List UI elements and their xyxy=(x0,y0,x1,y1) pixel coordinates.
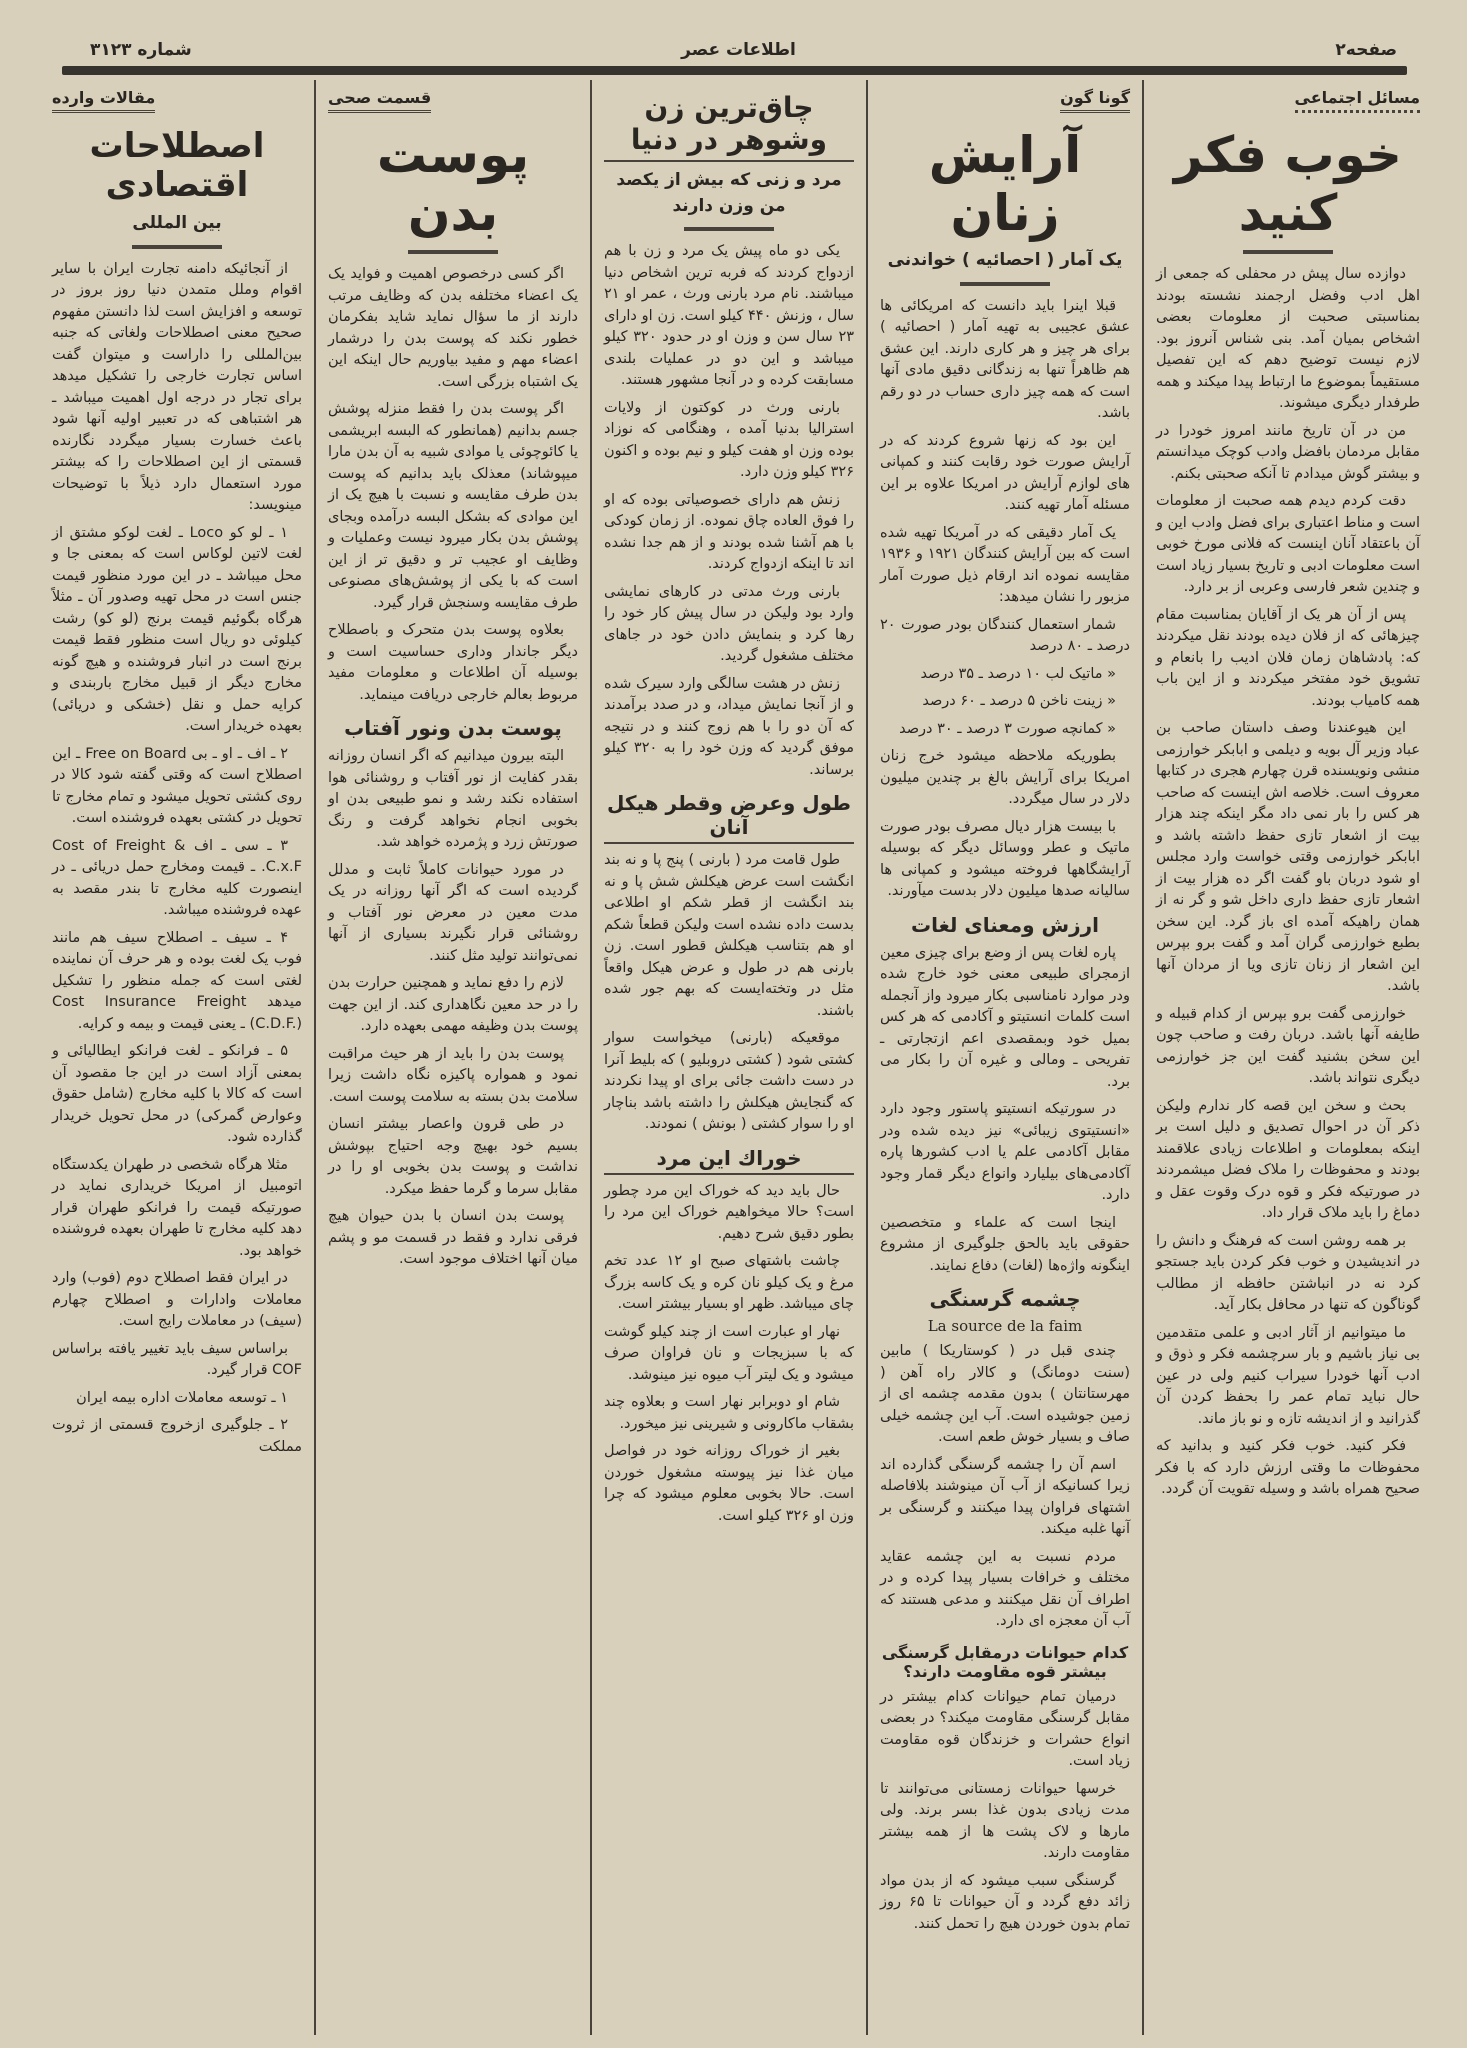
paragraph: لازم را دفع نماید و همچنین حرارت بدن را در حد معین نگاهداری کند. از این جهت پوست بدن وظیفه مهمی بعهده دارد. xyxy=(328,975,578,1034)
columns xyxy=(40,80,1432,2035)
issue-number: شماره ۳۱۲۳ xyxy=(90,40,192,60)
section-label: مسائل اجتماعی xyxy=(1295,88,1420,113)
paragraph: از آنجائیکه دامنه تجارت ایران با سایر اقوام وملل متمدن دنیا روز بروز در توسعه و افزایش است لذا دانستن مفهوم صحیح معنی اصطلاحات ولغاتی که جنبه بین‌المللی را داراست و میتوان گفت اساس تجارت خارجی را تشکیل میدهد برای تجار در درجه اول اهمیت میباشد ـ هر اشتباهی که در تعبیر اولیه آنها شود باعث خسارت بسیار میگردد نگارنده قسمتی از این اصطلاحات را که بیشتر مورد استعمال دارد ذیلاً با توضیحات مینویسد: xyxy=(52,260,302,514)
article-body xyxy=(880,1341,1130,1633)
paragraph: بطوریکه ملاحظه میشود خرج زنان امریکا برای آرایش بالغ بر چندین میلیون دلار در سال میگردد. xyxy=(880,748,1130,807)
paragraph: در مورد حیوانات کاملاً ثابت و مدلل گردیده است که اگر آنها روزانه در یک مدت معین در معرض نور آفتاب و روشنائی قرار نگیرند بسیاری از آنها نمی‌توانند تولید مثل کنند. xyxy=(328,861,578,964)
article-body xyxy=(328,264,578,706)
paragraph: بعلاوه پوست بدن متحرک و باصطلاح دیگر جاندار وداری حساسیت است و بوسیله آن اطلاعات و معلومات مفید مربوط بعالم خارجی دریافت مینماید. xyxy=(328,622,578,703)
paragraph: این هیوعندنا وصف داستان صاحب بن عباد وزیر آل بویه و دیلمی و ابابکر خوارزمی منشی ونویسنده قرن چهارم هجری در کتابها معروف است. خلاصه اش اینست که صاحب هر کس را بار نمی داد مگر اینکه چند هزار بیت از اشعار تازی حفظ داشته باشد و ابابکر خوارزمی وقتی خواست وارد مجلس او شود دربان باو گفت اگر ده هزار بیت از اشعار تازی حفظ داری داخل شو و گر نه از همان راهیکه آمده ای باز گرد. این سخن بطبع خوارزمی گران آمد و گفت برو بپرس این اشعار از زنان تازی ویا از مردان آنها باشد. xyxy=(1156,720,1420,994)
headline: چاق‌ترین زن وشوهر در دنیا xyxy=(604,92,854,162)
section-label: قسمت صحی xyxy=(328,88,431,113)
article-body xyxy=(880,1687,1130,1936)
article-body xyxy=(604,1181,854,1528)
paragraph: خوارزمی گفت برو بپرس از کدام قبیله و طایفه آنها باشد. دربان رفت و صاحب چون این سخن بشنید گفت این جز خوارزمی دیگری نتواند باشد. xyxy=(1156,1005,1420,1086)
divider xyxy=(408,250,498,254)
paragraph: ۲ ـ جلوگیری ازخروج قسمتی از ثروت مملکت xyxy=(52,1417,302,1455)
masthead-rule xyxy=(62,66,1407,75)
article-body xyxy=(604,850,854,1136)
paragraph: ۲ ـ اف ـ او ـ بی Free on Board ـ این اصطلاح است که وقتی گفته شود کالا در روی کشتی تحویل میشود و تمام مخارج تا تحویل در کشتی بعهده فروشنده است. xyxy=(52,745,302,827)
paragraph: یکی دو ماه پیش یک مرد و زن با هم ازدواج کردند که فربه ترین اشخاص دنیا میباشند. نام مرد بارنی ورث ، عمر او ۲۱ سال ، وزنش ۴۴۰ کیلو است. زن او دارای ۲۳ سال سن و وزن او در حدود ۳۲۰ کیلو میباشد و این دو در عملیات بلندی مسابقت کرده و در آنجا مشهور هستند. xyxy=(604,243,855,389)
article-body xyxy=(604,241,854,781)
subheading: ارزش ومعنای لغات xyxy=(911,912,1099,937)
paragraph: چاشت باشتهای صبح او ۱۲ عدد تخم مرغ و یک کیلو نان کره و یک کاسه بزرگ چای میباشد. ظهر او بسیار بیشتر است. xyxy=(604,1253,854,1313)
paragraph: بارنی ورث مدتی در کارهای نمایشی وارد بود ولیکن در سال پیش کار خود را رها کرد و بنمایش دادن خود در جاهای مختلف مشغول گردید. xyxy=(604,583,854,665)
article-body xyxy=(52,259,302,1459)
paragraph: اگر پوست بدن را فقط منزله پوشش جسم بدانیم (همانطور که البسه ابریشمی یا کائوچوئی یا موادی شبیه به آن بدن مارا میپوشاند) معذلک باید بدانیم که پوست بدن طرف مقایسه و نسبت با هیچ یک از این موادی که بشکل البسه درآمده وبجای پوشش بدن بکار میرود نیست وعملیات و وظایف او عجیب تر و دقیق تر از این است که با یکی از پوشش‌های مصنوعی طرف مقایسه وسنجش قرار گیرد. xyxy=(328,401,578,611)
paragraph: در سورتیکه انستیتو پاستور وجود دارد «انستیتوی زیبائی» نیز دیده شده ودر مقابل آکادمی علم یا ادب کشورها پاره آکادمی‌های بیلیارد وانواع دیگر قمار وجود دارد. xyxy=(880,1101,1130,1203)
section-label: گونا گون xyxy=(1060,88,1130,113)
paragraph: خرسها حیوانات زمستانی می‌توانند تا مدت زیادی بدون غذا بسر برند. ولی مارها و لاک پشت ها از همه بیشتر مقاومت دارند. xyxy=(880,1780,1130,1861)
paragraph: بر همه روشن است که فرهنگ و دانش را در اندیشیدن و خوب فکر کردن باید جستجو کرد نه در انباشتن حافظه از مطالب گوناگون که تنها در محافل بکار آید. xyxy=(1156,1232,1420,1313)
column-social-issues xyxy=(1142,80,1432,2035)
subheading: طول وعرض وقطر هیکل آنان xyxy=(604,791,854,844)
divider xyxy=(684,227,774,231)
paragraph: در ایران فقط اصطلاح دوم (فوب) وارد معاملات وادارات و اصطلاح چهارم (سیف) در معاملات رایج است. xyxy=(52,1270,302,1330)
paragraph: دقت کردم دیدم همه صحبت از معلومات است و مناط اعتباری برای فضل وادب این و آن باعتقاد آنان اینست که فلانی مورخ خوبی است معلومات ادبی و تاریخ بسیار زیاد است و چندین شعر فارسی وعربی از بر دارد. xyxy=(1156,493,1420,595)
paragraph: پوست بدن انسان با بدن حیوان هیچ فرقی ندارد و فقط در قسمت مو و پشم میان آنها اختلاف موجود است. xyxy=(328,1208,578,1267)
paragraph: براساس سیف باید تغییر یافته براساس COF قرار گیرد. xyxy=(52,1340,302,1379)
paragraph: قبلا اینرا باید دانست که امریکائی ها عشق عجیبی به تهیه آمار ( احصائیه ) برای هر چیز و هر کاری دارند. این عشق هم ظاهراً تنها به زندگانی دقیق مادی آنها است که همه چیز داری حساب در دو رقم باشد. xyxy=(880,297,1130,421)
article-body xyxy=(328,746,578,1271)
paragraph: ۱ ـ لو کو Loco ـ لغت لوکو مشتق از لغت لاتین لوکاس است که بمعنی جا و محل میباشد ـ در این مورد منظور قیمت جنس است در محل تهیه وصدور آن ـ مثلاً هرگاه بگوئیم قیمت برنج (لو کو) رشت کیلوئی دو ریال است منظور فقط قیمت برنج است در انبار فروشنده و هیچ گونه مخارج دیگر از قبیل مخارج باربندی و کرایه حمل و نقل (خشکی و دریائی) بعهده خریدار است. xyxy=(52,524,302,735)
paragraph: ۱ ـ توسعه معاملات اداره بیمه ایران xyxy=(76,1389,288,1406)
paragraph: فکر کنید. خوب فکر کنید و بدانید که محفوظات ما وقتی ارزش دارد که با فکر صحیح همراه باشد و وسیله تقویت آن گردد. xyxy=(1156,1438,1420,1497)
paragraph: « ماتیک لب ۱۰ درصد ـ ۳۵ درصد xyxy=(920,665,1116,682)
paragraph: طول قامت مرد ( بارنی ) پنج پا و نه بند انگشت است عرض هیکلش شش پا و نه بند انگشت از قطر شکم او اطلاعی بدست داده نشده است ولیکن قطعاً شکم او هم بتناسب هیکلش قطور است. زن بارنی هم در طول و عرض هیکل واقعاً مثل در وتخته‌ایست که بهم جور شده باشند. xyxy=(604,852,854,1019)
paragraph: بارنی ورث در کوکتون از ولایات استرالیا بدنیا آمده ، وهنگامی که نوزاد بوده وزن او هفت کیلو و نیم بوده و اکنون ۳۲۶ کیلو وزن دارد. xyxy=(604,399,854,481)
column-fattest-couple xyxy=(590,80,866,2035)
divider xyxy=(132,245,222,249)
paragraph: اسم آن را چشمه گرسنگی گذارده اند زیرا کسانیکه از آب آن مینوشند بلافاصله اشتهای فراوان پیدا میکنند و گرسنگی بر آنها غلبه میکند. xyxy=(880,1456,1130,1537)
headline: خوب فکر کنید xyxy=(1174,126,1402,242)
paragraph: زنش در هشت سالگی وارد سیرک شده و از آنجا نمایش میداد، و در صدد برآمدند که آن دو را با هم زوج کنند و در نتیجه موفق گردید که وزن خود را به ۳۲۰ کیلو برساند. xyxy=(604,675,854,778)
paragraph: اینجا است که علماء و متخصصین حقوقی باید بالحق جلوگیری از مشروع اینگونه واژه‌ها (لغات) دفاع نمایند. xyxy=(880,1214,1130,1274)
column-miscellany xyxy=(866,80,1142,2035)
subheading-latin: La source de la faim xyxy=(927,1317,1083,1335)
paragraph: بغیر از خوراک روزانه خود در فواصل میان غذا نیز پیوسته مشغول خوردن است. حالا بخوبی معلوم میشود که چرا وزن او ۳۲۶ کیلو است. xyxy=(604,1443,854,1524)
column-health xyxy=(314,80,590,2035)
article-body xyxy=(1156,264,1420,1501)
paragraph: حال باید دید که خوراک این مرد چطور است؟ حالا میخواهیم خوراک این مرد را بطور دقیق شرح دهیم. xyxy=(604,1182,854,1242)
masthead xyxy=(70,40,1407,66)
paragraph: یک آمار دقیقی که در آمریکا تهیه شده است که بین آرایش کنندگان ۱۹۲۱ و ۱۹۳۶ مقایسه نموده اند ارقام ذیل صورت آمار مزبور را نشان میدهد: xyxy=(880,524,1130,605)
newspaper-title: اطلاعات عصر xyxy=(681,40,796,60)
subheading: کدام حیوانات درمقابل گرسنگی بیشتر قوه مقاومت دارند؟ xyxy=(881,1642,1129,1681)
paragraph: مثلا هرگاه شخصی در طهران یکدستگاه اتومبیل از امریکا خریداری نماید در صورتیکه قیمت را فرانکو طهران قرار دهد کلیه مخارج تا طهران بعهده فروشنده خواهد بود. xyxy=(52,1156,302,1259)
paragraph: گرسنگی سبب میشود که از بدن مواد زائد دفع گردد و آن حیوانات تا ۶۵ روز تمام بدون خوردن هیچ را تحمل کنند. xyxy=(880,1872,1130,1932)
paragraph: با بیست هزار دیال مصرف بودر صورت ماتیک و عطر ووسائل دیگر که بوسیله آرایشگاهها فروخته میشود و کمپانی ها سالیانه صدها میلیون دلار بدست میآورند. xyxy=(880,818,1130,899)
paragraph: بحث و سخن این قصه کار ندارم ولیکن ذکر آن در احوال تصدیق و دلیل است بر اینکه بمعلومات و اطلاعات زیادی علاقمند بودند و محفوظات را ملاک فضل میشمردند در صورتیکه فکر و قوه درک وقوت عقل و دماغ را باید ملاک قرار داد. xyxy=(1156,1097,1420,1221)
headline: آرایش زنان xyxy=(928,126,1082,242)
deck: مرد و زنی که بیش از یکصد من وزن دارند xyxy=(616,170,842,216)
paragraph: « زینت ناخن ۵ درصد ـ ۶۰ درصد xyxy=(922,693,1116,709)
paragraph: نهار او عبارت است از چند کیلو گوشت که با سبزیجات و نان فراوان صرف میشود و یک لیتر آب میوه نیز مینوشد. xyxy=(604,1323,854,1383)
headline: پوست بدن xyxy=(376,126,530,242)
page-number: صفحه۲ xyxy=(1335,40,1397,60)
deck: یک آمار ( احصائیه ) خواندنی xyxy=(887,250,1123,270)
paragraph: شمار استعمال کنندگان بودر صورت ۲۰ درصد ـ ۸۰ درصد xyxy=(880,616,1130,654)
article-body xyxy=(880,943,1130,1278)
paragraph: مردم نسبت به این چشمه عقاید مختلف و خرافات بسیار پیدا کرده و در اطراف آن نقل میکنند و مدعی هستند که آب آن معجزه ای دارد. xyxy=(880,1548,1130,1629)
paragraph: البته بیرون میدانیم که اگر انسان روزانه بقدر کفایت از نور آفتاب و روشنائی هوا استفاده نکند رشد و نمو طبیعی بدن او بخوبی انجام نخواهد گرفت و رنگ صورتش زرد و پژمرده خواهد شد. xyxy=(328,748,578,850)
paragraph: من در آن تاریخ مانند امروز خودرا در مقابل مردمان بافضل وادب کوچک میدانستم و بیشتر گوش میدادم تا آنکه صحبتی بکنم. xyxy=(1156,422,1420,482)
paragraph: در طی قرون واعصار بیشتر انسان بسیم خود بهیچ وجه احتیاج بپوشش نداشت و پوست بدن بخوبی او را در مقابل سرما و گرما حفظ میکرد. xyxy=(328,1116,578,1197)
paragraph: موقعیکه (بارنی) میخواست سوار کشتی شود ( کشتی دروبلیو ) که بلیط آنرا در دست داشت جائی برای او پیدا نکردند که گنجایش هیکلش را داشته باشد بناچار او را سوار کشتی ( بونش ) نمودند. xyxy=(604,1030,854,1133)
paragraph: شام او دوبرابر نهار است و بعلاوه چند بشقاب ماکارونی و شیرینی نیز میخورد. xyxy=(604,1394,854,1432)
deck: بین المللی xyxy=(132,213,222,234)
paragraph: این بود که زنها شروع کردند که در آرایش صورت خود رقابت کنند و کمپانی های لوازم آرایش در امریکا علاوه بر این مسئله آمار تهیه کنند. xyxy=(880,432,1130,513)
paragraph: پاره لغات پس از وضع برای چیزی معین ازمجرای طبیعی معنی خود خارج شده ودر موارد نامناسبی بکار میرود واز آنجمله است کلمات انستیتو و آکادمی که هر کس بمیل خود وبمقصدی اعم ازتجارتی ـ تفریحی ـ ومالی و غیره آن را بکار می برد. xyxy=(880,944,1130,1090)
paragraph: ۴ ـ سیف ـ اصطلاح سیف هم مانند فوب یک لغت بوده و هر حرف آن نماینده لغتی است که جمله منظور را تشکیل میدهد Cost Insurance Freight (C.D.F.) ـ یعنی قیمت و بیمه و کرایه. xyxy=(52,929,302,1032)
divider xyxy=(1243,250,1333,254)
paragraph: ۵ ـ فرانکو ـ لغت فرانکو ایطالیائی و بمعنی آزاد است در این جا مقصود آن است که کالا با کلیه مخارج (شامل حقوق وعوارض گمرکی) در محل تحویل خریدار گذارده شود. xyxy=(52,1043,302,1146)
headline: اصطلاحات اقتصادی xyxy=(89,126,265,206)
paragraph: ما میتوانیم از آثار ادبی و علمی متقدمین بی نیاز باشیم و بار سرچشمه فکر و ذوق و ادب آنها خودرا سیراب کنیم ولی در عین حال نباید تمام عمر را بحفظ کردن آن گذرانید و از اندیشه تازه و نو باز ماند. xyxy=(1156,1324,1420,1427)
subheading: خوراك این مرد xyxy=(604,1146,854,1175)
divider xyxy=(960,282,1050,286)
paragraph: پس از آن هر یک از آقایان بمناسبت مقام چیزهائی که از فلان دیده بودند نقل میکردند که: پادشاهان زمان فلان ادیب را بانعام و تشویق خود مفتخر میکردند و از این باب همه کامیاب بودند. xyxy=(1156,606,1420,709)
article-body xyxy=(880,296,1130,903)
column-economic-terms xyxy=(40,80,314,2035)
paragraph: درمیان تمام حیوانات کدام بیشتر در مقابل گرسنگی مقاومت میکند؟ در بعضی انواع حشرات و خزندگان قوه مقاومت زیاد است. xyxy=(880,1688,1130,1769)
paragraph: زنش هم دارای خصوصیاتی بوده که او را فوق العاده چاق نموده. از زمان کودکی با هم آشنا شده بودند و از هم جدا نشده اند تا اینکه ازدواج کردند. xyxy=(604,491,854,573)
paragraph: اگر کسی درخصوص اهمیت و فواید یک یک اعضاء مختلفه بدن که وظایف مرتب دارند از ما سؤال نماید شاید بفکرمان خطور نکند که پوست بدن را درشمار اعضاء مهم و مفید بیاوریم حال اینکه این یک اشتباه بزرگی است. xyxy=(328,266,578,390)
paragraph: چندی قبل در ( کوستاریکا ) مابین (سنت دومانگ) و کالار راه آهن ( مهرستانتان ) بدون مقدمه چشمه ای از زمین جوشیده است. آب این چشمه خیلی صاف و بسیار خوش طعم است. xyxy=(880,1343,1130,1445)
section-label: مقالات وارده xyxy=(52,88,155,113)
paragraph: دوازده سال پیش در محفلی که جمعی از اهل ادب وفضل ارجمند نشسته بودند بمناسبتی صحبت از معلومات بعضی اشخاص بمیان آمد. بنی شناس آنروز بود. لازم نیست توضیح دهم که این تفصیل مستقیماً بموضوع ما ارتباط پیدا میکند و همه طرفدار دیگری میشوند. xyxy=(1156,266,1420,411)
subheading: پوست بدن ونور آفتاب xyxy=(344,716,562,740)
paragraph: « کمانچه صورت ۳ درصد ـ ۳۰ درصد xyxy=(899,720,1116,737)
paragraph: ۳ ـ سی ـ اف Cost of Freight & C.x.F. ـ قیمت ومخارج حمل دریائی ـ در اینصورت کلیه مخارج تا بندر مقصد به عهده فروشنده میباشد. xyxy=(52,837,302,919)
paragraph: پوست بدن را باید از هر حیث مراقبت نمود و همواره پاکیزه نگاه داشت زیرا سلامت بدن بسته به سلامت پوست است. xyxy=(328,1045,578,1105)
subheading: چشمه گرسنگی xyxy=(929,1287,1081,1311)
